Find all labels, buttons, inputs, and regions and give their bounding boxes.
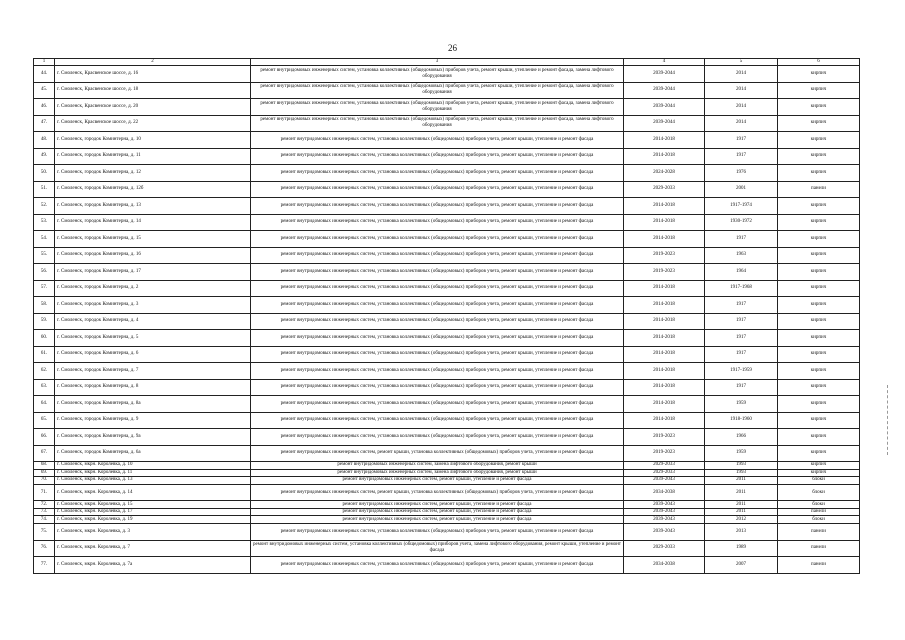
address-cell: г. Смоленск, городок Коминтерна, д. 16 bbox=[55, 247, 251, 264]
row-number: 71. bbox=[34, 484, 55, 501]
wall-material-cell: блоки bbox=[778, 484, 860, 501]
row-number: 46. bbox=[34, 99, 55, 116]
wall-material-cell: кирпич bbox=[778, 330, 860, 347]
work-description-cell: ремонт внутридомовых инженерных систем, установка коллективных (общедомовых) приборов учета, ремонт крыши, утепление и ремонт фасада bbox=[251, 132, 624, 149]
row-number: 57. bbox=[34, 280, 55, 297]
wall-material-cell: кирпич bbox=[778, 198, 860, 215]
table-body bbox=[34, 59, 860, 574]
build-year-cell: 2014 bbox=[705, 115, 778, 132]
wall-material-cell: кирпич bbox=[778, 297, 860, 314]
planned-period-cell: 2039-2043 bbox=[624, 477, 705, 485]
work-description-cell: ремонт внутридомовых инженерных систем, установка коллективных (общедомовых) приборов учета, замена лифтового оборудования, ремонт крыши, утепление и ремонт фасада bbox=[251, 540, 624, 557]
build-year-cell: 1917-1968 bbox=[705, 280, 778, 297]
address-cell: г. Смоленск, мкрн. Королевка, д. 7 bbox=[55, 540, 251, 557]
build-year-cell: 2011 bbox=[705, 508, 778, 516]
table-row bbox=[34, 297, 860, 314]
wall-material-cell: кирпич bbox=[778, 165, 860, 182]
wall-material-cell: кирпич bbox=[778, 462, 860, 470]
work-description-cell: ремонт внутридомовых инженерных систем, установка коллективных (общедомовых) приборов учета, ремонт крыши, утепление и ремонт фасада bbox=[251, 557, 624, 574]
column-number-3: 3 bbox=[251, 59, 624, 66]
table-row bbox=[34, 132, 860, 149]
wall-material-cell: кирпич bbox=[778, 148, 860, 165]
table-row bbox=[34, 313, 860, 330]
build-year-cell: 1917 bbox=[705, 346, 778, 363]
build-year-cell: 1993 bbox=[705, 469, 778, 477]
row-number: 75. bbox=[34, 524, 55, 541]
planned-period-cell: 2034-2038 bbox=[624, 557, 705, 574]
planned-period-cell: 2014-2018 bbox=[624, 132, 705, 149]
table-row bbox=[34, 198, 860, 215]
wall-material-cell: блоки bbox=[778, 516, 860, 524]
build-year-cell: 1964 bbox=[705, 264, 778, 281]
table-row bbox=[34, 396, 860, 413]
table-row bbox=[34, 247, 860, 264]
work-description-cell: ремонт внутридомовых инженерных систем, установка коллективных (общедомовых) приборов учета, ремонт крыши, утепление и ремонт фасада bbox=[251, 198, 624, 215]
planned-period-cell: 2039-2044 bbox=[624, 99, 705, 116]
table-row bbox=[34, 477, 860, 485]
planned-period-cell: 2014-2018 bbox=[624, 363, 705, 380]
build-year-cell: 2012 bbox=[705, 516, 778, 524]
table-row bbox=[34, 501, 860, 509]
row-number: 53. bbox=[34, 214, 55, 231]
table-row bbox=[34, 82, 860, 99]
build-year-cell: 1963 bbox=[705, 247, 778, 264]
address-cell: г. Смоленск, городок Коминтерна, д. 6 bbox=[55, 346, 251, 363]
planned-period-cell: 2014-2018 bbox=[624, 231, 705, 248]
repair-register-table bbox=[33, 58, 860, 574]
planned-period-cell: 2014-2018 bbox=[624, 148, 705, 165]
column-number-1: 1 bbox=[34, 59, 55, 66]
wall-material-cell: кирпич bbox=[778, 99, 860, 116]
planned-period-cell: 2039-2043 bbox=[624, 508, 705, 516]
row-number: 68. bbox=[34, 462, 55, 470]
work-description-cell: ремонт внутридомовых инженерных систем, ремонт крыши, установка коллективных (общедомовых) приборов учета, утепление и ремонт фасада bbox=[251, 445, 624, 462]
table-row bbox=[34, 508, 860, 516]
work-description-cell: ремонт внутридомовых инженерных систем, установка коллективных (общедомовых) приборов учета, ремонт крыши, утепление и ремонт фасада bbox=[251, 280, 624, 297]
address-cell: г. Смоленск, Красвенское шоссе, д. 20 bbox=[55, 99, 251, 116]
planned-period-cell: 2029-2033 bbox=[624, 469, 705, 477]
address-cell: г. Смоленск, мкрн. Королевка, д. 17 bbox=[55, 508, 251, 516]
planned-period-cell: 2029-2033 bbox=[624, 462, 705, 470]
row-number: 52. bbox=[34, 198, 55, 215]
address-cell: г. Смоленск, Красвенское шоссе, д. 22 bbox=[55, 115, 251, 132]
row-number: 47. bbox=[34, 115, 55, 132]
row-number: 55. bbox=[34, 247, 55, 264]
table-row bbox=[34, 412, 860, 429]
work-description-cell: ремонт внутридомовых инженерных систем, ремонт крыши, утепление и ремонт фасада bbox=[251, 508, 624, 516]
table-row bbox=[34, 165, 860, 182]
address-cell: г. Смоленск, мкрн. Королевка, д. 7а bbox=[55, 557, 251, 574]
table-row bbox=[34, 231, 860, 248]
table-row bbox=[34, 214, 860, 231]
table-row bbox=[34, 484, 860, 501]
row-number: 62. bbox=[34, 363, 55, 380]
table-row bbox=[34, 66, 860, 83]
wall-material-cell: панели bbox=[778, 540, 860, 557]
work-description-cell: ремонт внутридомовых инженерных систем, ремонт крыши, установка коллективных (общедомовых) приборов учета, утепление и ремонт фасада bbox=[251, 484, 624, 501]
build-year-cell: 1917 bbox=[705, 231, 778, 248]
table-row bbox=[34, 524, 860, 541]
row-number: 58. bbox=[34, 297, 55, 314]
table-row bbox=[34, 148, 860, 165]
address-cell: г. Смоленск, городок Коминтерна, д. 9 bbox=[55, 412, 251, 429]
page-number: 26 bbox=[448, 43, 457, 53]
margin-dash-line bbox=[887, 385, 888, 455]
row-number: 48. bbox=[34, 132, 55, 149]
build-year-cell: 2013 bbox=[705, 524, 778, 541]
wall-material-cell: кирпич bbox=[778, 82, 860, 99]
row-number: 51. bbox=[34, 181, 55, 198]
column-number-4: 4 bbox=[624, 59, 705, 66]
build-year-cell: 2011 bbox=[705, 477, 778, 485]
build-year-cell: 2011 bbox=[705, 501, 778, 509]
planned-period-cell: 2014-2018 bbox=[624, 297, 705, 314]
planned-period-cell: 2014-2018 bbox=[624, 346, 705, 363]
table-row bbox=[34, 264, 860, 281]
address-cell: г. Смоленск, мкрн. Королевка, д. 3 bbox=[55, 524, 251, 541]
address-cell: г. Смоленск, городок Коминтерна, д. 7 bbox=[55, 363, 251, 380]
work-description-cell: ремонт внутридомовых инженерных систем, установка коллективных (общедомовых) приборов учета, ремонт крыши, утепление и ремонт фасада bbox=[251, 363, 624, 380]
build-year-cell: 2007 bbox=[705, 557, 778, 574]
address-cell: г. Смоленск, городок Коминтерна, д. 11 bbox=[55, 148, 251, 165]
row-number: 73. bbox=[34, 508, 55, 516]
planned-period-cell: 2039-2044 bbox=[624, 115, 705, 132]
wall-material-cell: кирпич bbox=[778, 214, 860, 231]
row-number: 72. bbox=[34, 501, 55, 509]
build-year-cell: 1976 bbox=[705, 165, 778, 182]
planned-period-cell: 2014-2018 bbox=[624, 412, 705, 429]
address-cell: г. Смоленск, городок Коминтерна, д. 8 bbox=[55, 379, 251, 396]
work-description-cell: ремонт внутридомовых инженерных систем, установка коллективных (общедомовых) приборов учета, ремонт крыши, утепление и ремонт фасада bbox=[251, 214, 624, 231]
build-year-cell: 2014 bbox=[705, 66, 778, 83]
work-description-cell: ремонт внутридомовых инженерных систем, установка коллективных (общедомовых) приборов учета, ремонт крыши, утепление и ремонт фасада bbox=[251, 412, 624, 429]
address-cell: г. Смоленск, Красвенское шоссе, д. 18 bbox=[55, 82, 251, 99]
planned-period-cell: 2014-2018 bbox=[624, 280, 705, 297]
table-row bbox=[34, 429, 860, 446]
build-year-cell: 1989 bbox=[705, 540, 778, 557]
column-number-2: 2 bbox=[55, 59, 251, 66]
address-cell: г. Смоленск, городок Коминтерна, д. 15 bbox=[55, 231, 251, 248]
build-year-cell: 1966 bbox=[705, 429, 778, 446]
build-year-cell: 1917 bbox=[705, 330, 778, 347]
work-description-cell: ремонт внутридомовых инженерных систем, установка коллективных (общедомовых) приборов учета, ремонт крыши, утепление и ремонт фасада bbox=[251, 524, 624, 541]
wall-material-cell: кирпич bbox=[778, 313, 860, 330]
wall-material-cell: панели bbox=[778, 524, 860, 541]
work-description-cell: ремонт внутридомовых инженерных систем, замена лифтового оборудования, ремонт крыши bbox=[251, 469, 624, 477]
planned-period-cell: 2019-2023 bbox=[624, 445, 705, 462]
build-year-cell: 1917 bbox=[705, 148, 778, 165]
planned-period-cell: 2039-2044 bbox=[624, 66, 705, 83]
work-description-cell: ремонт внутридомовых инженерных систем, установка коллективных (общедомовых) приборов учета, ремонт крыши, утепление и ремонт фасада bbox=[251, 148, 624, 165]
planned-period-cell: 2024-2028 bbox=[624, 165, 705, 182]
address-cell: г. Смоленск, городок Коминтерна, д. 3 bbox=[55, 297, 251, 314]
build-year-cell: 1918-1960 bbox=[705, 412, 778, 429]
column-number-6: 6 bbox=[778, 59, 860, 66]
row-number: 54. bbox=[34, 231, 55, 248]
work-description-cell: ремонт внутридомовых инженерных систем, установка коллективных (общедомовых) приборов учета, ремонт крыши, утепление и ремонт фасада bbox=[251, 165, 624, 182]
row-number: 77. bbox=[34, 557, 55, 574]
wall-material-cell: кирпич bbox=[778, 132, 860, 149]
planned-period-cell: 2029-2033 bbox=[624, 181, 705, 198]
row-number: 59. bbox=[34, 313, 55, 330]
planned-period-cell: 2019-2023 bbox=[624, 429, 705, 446]
work-description-cell: ремонт внутридомовых инженерных систем, установка коллективных (общедомовых) приборов учета, ремонт крыши, утепление и ремонт фасада bbox=[251, 379, 624, 396]
wall-material-cell: кирпич bbox=[778, 363, 860, 380]
row-number: 76. bbox=[34, 540, 55, 557]
address-cell: г. Смоленск, Красвенское шоссе, д. 16 bbox=[55, 66, 251, 83]
row-number: 66. bbox=[34, 429, 55, 446]
address-cell: г. Смоленск, городок Коминтерна, д. 5 bbox=[55, 330, 251, 347]
build-year-cell: 1917-1959 bbox=[705, 363, 778, 380]
row-number: 74. bbox=[34, 516, 55, 524]
planned-period-cell: 2014-2018 bbox=[624, 330, 705, 347]
wall-material-cell: панели bbox=[778, 181, 860, 198]
planned-period-cell: 2034-2038 bbox=[624, 484, 705, 501]
table-row bbox=[34, 557, 860, 574]
address-cell: г. Смоленск, мкрн. Королевка, д. 15 bbox=[55, 501, 251, 509]
wall-material-cell: кирпич bbox=[778, 231, 860, 248]
address-cell: г. Смоленск, мкрн. Королевка, д. 13 bbox=[55, 477, 251, 485]
wall-material-cell: блоки bbox=[778, 501, 860, 509]
table-row bbox=[34, 330, 860, 347]
work-description-cell: ремонт внутридомовых инженерных систем, установка коллективных (общедомовых) приборов учета, ремонт крыши, утепление и ремонт фасада, замена лифтового оборудования bbox=[251, 66, 624, 83]
column-number-row bbox=[34, 59, 860, 66]
row-number: 60. bbox=[34, 330, 55, 347]
row-number: 70. bbox=[34, 477, 55, 485]
planned-period-cell: 2029-2033 bbox=[624, 540, 705, 557]
address-cell: г. Смоленск, городок Коминтерна, д. 6а bbox=[55, 445, 251, 462]
work-description-cell: ремонт внутридомовых инженерных систем, ремонт крыши, утепление и ремонт фасада bbox=[251, 477, 624, 485]
build-year-cell: 1917 bbox=[705, 132, 778, 149]
work-description-cell: ремонт внутридомовых инженерных систем, установка коллективных (общедомовых) приборов учета, ремонт крыши, утепление и ремонт фасада, замена лифтового оборудования bbox=[251, 115, 624, 132]
wall-material-cell: кирпич bbox=[778, 115, 860, 132]
build-year-cell: 1930-1972 bbox=[705, 214, 778, 231]
wall-material-cell: кирпич bbox=[778, 469, 860, 477]
planned-period-cell: 2039-2044 bbox=[624, 82, 705, 99]
build-year-cell: 1917 bbox=[705, 297, 778, 314]
build-year-cell: 1917 bbox=[705, 379, 778, 396]
wall-material-cell: кирпич bbox=[778, 379, 860, 396]
work-description-cell: ремонт внутридомовых инженерных систем, ремонт крыши, утепление и ремонт фасада bbox=[251, 501, 624, 509]
work-description-cell: ремонт внутридомовых инженерных систем, установка коллективных (общедомовых) приборов учета, ремонт крыши, утепление и ремонт фасада bbox=[251, 181, 624, 198]
wall-material-cell: кирпич bbox=[778, 429, 860, 446]
wall-material-cell: кирпич bbox=[778, 280, 860, 297]
row-number: 64. bbox=[34, 396, 55, 413]
table-row bbox=[34, 346, 860, 363]
address-cell: г. Смоленск, городок Коминтерна, д. 10 bbox=[55, 132, 251, 149]
address-cell: г. Смоленск, мкрн. Королевка, д. 11 bbox=[55, 469, 251, 477]
planned-period-cell: 2014-2018 bbox=[624, 313, 705, 330]
wall-material-cell: кирпич bbox=[778, 247, 860, 264]
build-year-cell: 1993 bbox=[705, 462, 778, 470]
work-description-cell: ремонт внутридомовых инженерных систем, установка коллективных (общедомовых) приборов учета, ремонт крыши, утепление и ремонт фасада bbox=[251, 396, 624, 413]
work-description-cell: ремонт внутридомовых инженерных систем, установка коллективных (общедомовых) приборов учета, ремонт крыши, утепление и ремонт фасада bbox=[251, 297, 624, 314]
wall-material-cell: кирпич bbox=[778, 66, 860, 83]
table-row bbox=[34, 540, 860, 557]
work-description-cell: ремонт внутридомовых инженерных систем, установка коллективных (общедомовых) приборов учета, ремонт крыши, утепление и ремонт фасада bbox=[251, 247, 624, 264]
address-cell: г. Смоленск, городок Коминтерна, д. 4 bbox=[55, 313, 251, 330]
wall-material-cell: панели bbox=[778, 508, 860, 516]
address-cell: г. Смоленск, мкрн. Королевка, д. 10 bbox=[55, 462, 251, 470]
table-row bbox=[34, 363, 860, 380]
address-cell: г. Смоленск, городок Коминтерна, д. 2 bbox=[55, 280, 251, 297]
work-description-cell: ремонт внутридомовых инженерных систем, замена лифтового оборудования, ремонт крыши bbox=[251, 462, 624, 470]
wall-material-cell: кирпич bbox=[778, 445, 860, 462]
address-cell: г. Смоленск, городок Коминтерна, д. 8а bbox=[55, 396, 251, 413]
table-row bbox=[34, 469, 860, 477]
row-number: 44. bbox=[34, 66, 55, 83]
address-cell: г. Смоленск, городок Коминтерна, д. 12б bbox=[55, 181, 251, 198]
planned-period-cell: 2014-2018 bbox=[624, 198, 705, 215]
row-number: 65. bbox=[34, 412, 55, 429]
planned-period-cell: 2039-2043 bbox=[624, 516, 705, 524]
work-description-cell: ремонт внутридомовых инженерных систем, установка коллективных (общедомовых) приборов учета, ремонт крыши, утепление и ремонт фасада bbox=[251, 313, 624, 330]
wall-material-cell: кирпич bbox=[778, 346, 860, 363]
table-row bbox=[34, 181, 860, 198]
row-number: 45. bbox=[34, 82, 55, 99]
build-year-cell: 2014 bbox=[705, 82, 778, 99]
address-cell: г. Смоленск, городок Коминтерна, д. 13 bbox=[55, 198, 251, 215]
address-cell: г. Смоленск, мкрн. Королевка, д. 19 bbox=[55, 516, 251, 524]
table-row bbox=[34, 516, 860, 524]
build-year-cell: 2011 bbox=[705, 484, 778, 501]
row-number: 61. bbox=[34, 346, 55, 363]
wall-material-cell: кирпич bbox=[778, 264, 860, 281]
row-number: 50. bbox=[34, 165, 55, 182]
row-number: 63. bbox=[34, 379, 55, 396]
work-description-cell: ремонт внутридомовых инженерных систем, установка коллективных (общедомовых) приборов учета, ремонт крыши, утепление и ремонт фасада bbox=[251, 429, 624, 446]
table-row bbox=[34, 99, 860, 116]
table-row bbox=[34, 379, 860, 396]
planned-period-cell: 2014-2018 bbox=[624, 396, 705, 413]
build-year-cell: 1917-1974 bbox=[705, 198, 778, 215]
address-cell: г. Смоленск, городок Коминтерна, д. 14 bbox=[55, 214, 251, 231]
planned-period-cell: 2039-2043 bbox=[624, 501, 705, 509]
table-row bbox=[34, 462, 860, 470]
work-description-cell: ремонт внутридомовых инженерных систем, установка коллективных (общедомовых) приборов учета, ремонт крыши, утепление и ремонт фасада, замена лифтового оборудования bbox=[251, 99, 624, 116]
work-description-cell: ремонт внутридомовых инженерных систем, установка коллективных (общедомовых) приборов учета, ремонт крыши, утепление и ремонт фасада bbox=[251, 330, 624, 347]
work-description-cell: ремонт внутридомовых инженерных систем, ремонт крыши, утепление и ремонт фасада bbox=[251, 516, 624, 524]
planned-period-cell: 2014-2018 bbox=[624, 214, 705, 231]
planned-period-cell: 2019-2023 bbox=[624, 247, 705, 264]
wall-material-cell: блоки bbox=[778, 477, 860, 485]
build-year-cell: 1917 bbox=[705, 313, 778, 330]
planned-period-cell: 2019-2023 bbox=[624, 264, 705, 281]
address-cell: г. Смоленск, мкрн. Королевка, д. 14 bbox=[55, 484, 251, 501]
build-year-cell: 2001 bbox=[705, 181, 778, 198]
address-cell: г. Смоленск, городок Коминтерна, д. 9а bbox=[55, 429, 251, 446]
table-row bbox=[34, 280, 860, 297]
table-row bbox=[34, 115, 860, 132]
build-year-cell: 2014 bbox=[705, 99, 778, 116]
address-cell: г. Смоленск, городок Коминтерна, д. 17 bbox=[55, 264, 251, 281]
wall-material-cell: кирпич bbox=[778, 396, 860, 413]
build-year-cell: 1959 bbox=[705, 396, 778, 413]
column-number-5: 5 bbox=[705, 59, 778, 66]
work-description-cell: ремонт внутридомовых инженерных систем, установка коллективных (общедомовых) приборов учета, ремонт крыши, утепление и ремонт фасада, замена лифтового оборудования bbox=[251, 82, 624, 99]
row-number: 67. bbox=[34, 445, 55, 462]
planned-period-cell: 2014-2018 bbox=[624, 379, 705, 396]
table-row bbox=[34, 445, 860, 462]
work-description-cell: ремонт внутридомовых инженерных систем, установка коллективных (общедомовых) приборов учета, ремонт крыши, утепление и ремонт фасада bbox=[251, 346, 624, 363]
work-description-cell: ремонт внутридомовых инженерных систем, установка коллективных (общедомовых) приборов учета, ремонт крыши, утепление и ремонт фасада bbox=[251, 264, 624, 281]
address-cell: г. Смоленск, городок Коминтерна, д. 12 bbox=[55, 165, 251, 182]
work-description-cell: ремонт внутридомовых инженерных систем, установка коллективных (общедомовых) приборов учета, ремонт крыши, утепление и ремонт фасада bbox=[251, 231, 624, 248]
row-number: 56. bbox=[34, 264, 55, 281]
planned-period-cell: 2039-2043 bbox=[624, 524, 705, 541]
build-year-cell: 1959 bbox=[705, 445, 778, 462]
wall-material-cell: кирпич bbox=[778, 412, 860, 429]
row-number: 49. bbox=[34, 148, 55, 165]
row-number: 69. bbox=[34, 469, 55, 477]
wall-material-cell: панели bbox=[778, 557, 860, 574]
